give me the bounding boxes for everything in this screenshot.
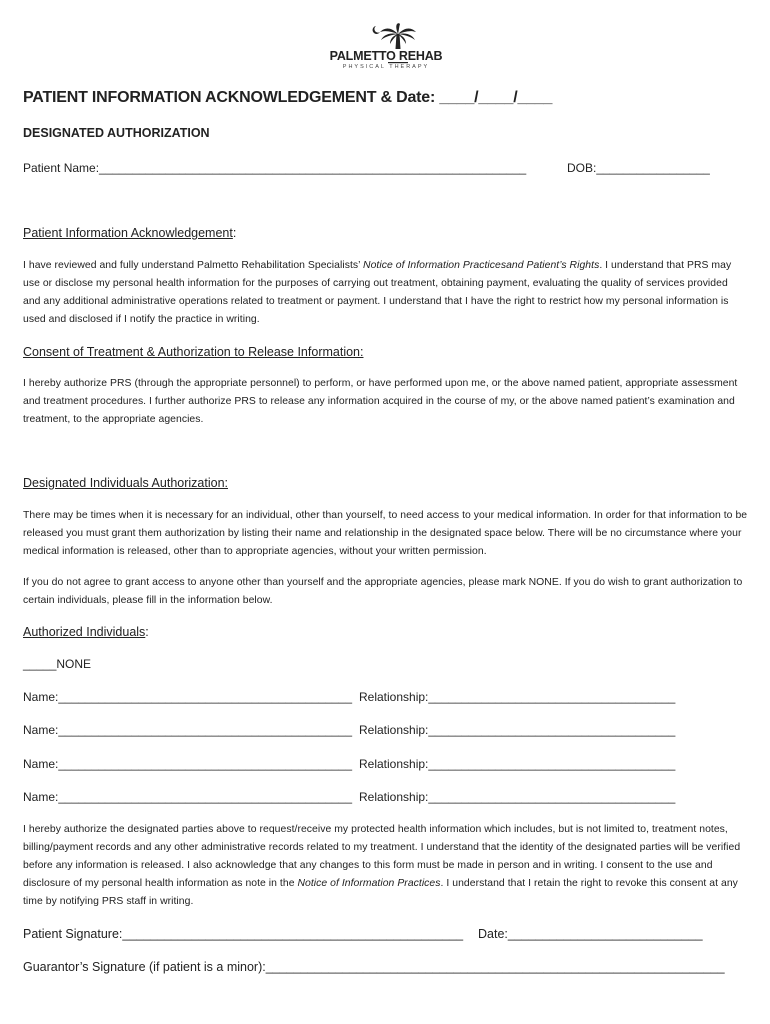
none-option-field[interactable]: _____NONE (23, 657, 92, 671)
authorized-relationship-field[interactable]: Relationship:_____________________________________ (359, 723, 676, 737)
final-text-after: . I understand that I retain the right to revoke this consent at any time by notifying PRS staff in writing. (23, 878, 738, 907)
patient-name-field[interactable]: Patient Name:________________________________________________________________ (23, 161, 527, 175)
palmetto-rehab-logo (328, 22, 444, 74)
authorized-row (23, 757, 676, 771)
section3-heading: Designated Individuals Authorization: (23, 476, 228, 490)
section1-heading: Patient Information Acknowledgement (23, 226, 233, 240)
section1-heading-suffix: : (232, 226, 237, 240)
signature-date-field[interactable]: Date:____________________________ (478, 927, 703, 941)
dob-field[interactable]: DOB:_________________ (567, 161, 710, 175)
authorized-row (23, 790, 676, 804)
section1-text-after: . I understand that PRS may use or disclose my personal health information for the purposes of carrying out treatment, obtaining payment, evaluating the quality of services provided and any additional administrative operations related to treatment or payment. I understand that I have the right to restrict how my personal information is used and disclosed if I notify the practice in writing. (23, 260, 732, 325)
authorized-row (23, 690, 676, 704)
logo-name: PALMETTO REHAB (329, 49, 443, 63)
authorized-name-field[interactable]: Name:____________________________________________ (23, 790, 352, 804)
authorized-row (23, 723, 676, 737)
page-title: PATIENT INFORMATION ACKNOWLEDGEMENT & Date: ____/____/____ (23, 89, 553, 106)
authorized-name-field[interactable]: Name:____________________________________________ (23, 757, 352, 771)
authorized-relationship-field[interactable]: Relationship:_____________________________________ (359, 757, 676, 771)
authorized-heading-wrap (23, 625, 149, 639)
section2-text (23, 375, 748, 429)
section3-text1 (23, 507, 748, 561)
authorized-heading: Authorized Individuals (23, 625, 146, 639)
authorized-name-field[interactable]: Name:____________________________________________ (23, 690, 352, 704)
logo-tagline: PHYSICAL THERAPY (342, 64, 430, 70)
final-paragraph (23, 821, 748, 911)
page-subtitle: DESIGNATED AUTHORIZATION (23, 126, 210, 140)
section1-heading-wrap (23, 226, 236, 240)
section1-text-before: I have reviewed and fully understand Palmetto Rehabilitation Specialists’ (23, 260, 364, 271)
section3-paragraph1: There may be times when it is necessary for an individual, other than yourself, to need access to your medical information. In order for that information to be released you must grant them authorization by listing their name and relationship in the designated space below. There will be no circumstance where your medical information is released, other than to appropriate agencies, without your written permission. (23, 510, 748, 557)
guarantor-signature-field[interactable]: Guarantor’s Signature (if patient is a minor):__________________________________________________________________ (23, 960, 725, 974)
authorized-heading-suffix: : (145, 625, 149, 639)
authorized-relationship-field[interactable]: Relationship:_____________________________________ (359, 790, 676, 804)
final-text-before: I hereby authorize the designated parties above to request/receive my protected health information which includes, but is not limited to, treatment notes, billing/payment records and any other administrative records related to my treatment. I understand that the identity of the designated parties will be verified before any information is released. I also acknowledge that any changes to this form must be made in person and in writing. I consent to the use and disclosure of my personal health information as note in the (23, 824, 741, 889)
patient-signature-field[interactable]: Patient Signature:_________________________________________________ (23, 927, 464, 941)
final-notice-title: Notice of Information Practices (297, 878, 441, 889)
section3-paragraph2: If you do not agree to grant access to anyone other than yourself and the appropriate agencies, please mark NONE. If you do wish to grant authorization to certain individuals, please fill in the information below. (23, 577, 743, 606)
section1-text (23, 257, 748, 329)
section3-text2 (23, 574, 748, 610)
authorized-relationship-field[interactable]: Relationship:_____________________________________ (359, 690, 676, 704)
notice-title: Notice of Information Practicesand Patient’s Rights (363, 260, 600, 271)
section2-paragraph: I hereby authorize PRS (through the appropriate personnel) to perform, or have performed upon me, or the above named patient, appropriate assessment and treatment procedures. I further authorize PRS to release any information acquired in the course of my, or the above named patient’s examination and treatment, to the appropriate agencies. (23, 378, 738, 425)
section2-heading: Consent of Treatment & Authorization to Release Information: (23, 345, 364, 359)
authorized-name-field[interactable]: Name:____________________________________________ (23, 723, 352, 737)
